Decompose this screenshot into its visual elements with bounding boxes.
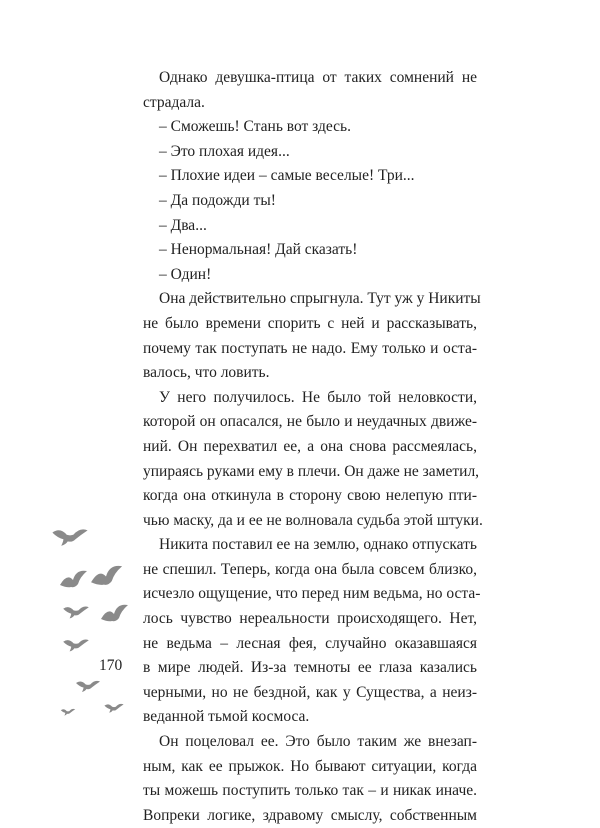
text-line: ным, как ее прыжок. Но бывают ситуации, когда bbox=[143, 757, 477, 775]
text-line: Он поцеловал ее. Это было таким же внезап- bbox=[159, 733, 477, 751]
text-line: которой он опасался, не было и неудачных движе- bbox=[143, 413, 477, 431]
dialogue-line: – Ненормальная! Дай сказать! bbox=[159, 241, 358, 259]
dialogue-line: – Сможешь! Стань вот здесь. bbox=[159, 118, 352, 136]
page-number: 170 bbox=[99, 657, 123, 674]
bird-icon bbox=[63, 606, 89, 618]
text-line: не ведьма – лесная фея, случайно оказавшаяся bbox=[143, 634, 477, 652]
text-line: валось, что ловить. bbox=[143, 364, 270, 382]
text-line: Однако девушка-птица от таких сомнений не bbox=[159, 69, 477, 86]
text-line: лось чувство нереальности происходящего. Нет, bbox=[143, 610, 477, 628]
dialogue-line: – Два... bbox=[159, 216, 207, 234]
text-line: ний. Он перехватил ее, а она снова рассмеялась, bbox=[143, 437, 477, 455]
bird-icon bbox=[104, 704, 123, 713]
body-text bbox=[143, 66, 483, 828]
text-line: в мире людей. Из-за темноты ее глаза казались bbox=[143, 659, 477, 677]
text-line: Никита поставил ее на землю, однако отпускать bbox=[159, 536, 477, 554]
dialogue-line: – Один! bbox=[159, 265, 212, 283]
text-line: веданной тьмой космоса. bbox=[143, 708, 310, 726]
text-line: ты можешь поступить только так – и никак иначе. bbox=[143, 782, 477, 800]
bird-icon bbox=[76, 681, 100, 692]
text-line: Она действительно спрыгнула. Тут уж у Никиты bbox=[159, 290, 481, 308]
bird-icon bbox=[63, 639, 89, 651]
bird-icon bbox=[60, 571, 87, 588]
text-line: когда она откинула в сторону свою нелепую пти- bbox=[143, 487, 477, 505]
text-line: исчезло ощущение, что перед ним ведьма, но оста- bbox=[143, 585, 481, 603]
bird-icon bbox=[91, 566, 122, 585]
text-line: Вопреки логике, здравому смыслу, собственным bbox=[143, 806, 477, 824]
dialogue-line: – Да подожди ты! bbox=[159, 191, 276, 209]
text-line: страдала. bbox=[143, 93, 205, 111]
text-line: не было времени спорить с ней и рассказывать, bbox=[143, 314, 477, 332]
text-line: не спешил. Теперь, когда она была совсем близко, bbox=[143, 560, 477, 578]
dialogue-line: – Это плохая идея... bbox=[159, 142, 290, 160]
bird-icon bbox=[61, 709, 75, 716]
text-line: почему так поступать не надо. Ему только и оста- bbox=[143, 339, 477, 357]
text-line: чью маску, да и ее не волновала судьба этой штуки. bbox=[143, 511, 483, 529]
text-line: черными, но не бездной, как у Существа, а неиз- bbox=[143, 683, 477, 701]
dialogue-line: – Плохие идеи – самые веселые! Три... bbox=[159, 167, 415, 185]
bird-icon bbox=[52, 529, 87, 545]
bird-icon bbox=[101, 605, 128, 622]
text-line: упираясь руками ему в плечи. Он даже не заметил, bbox=[143, 462, 480, 480]
text-line: У него получилось. Не было той неловкости, bbox=[159, 388, 477, 406]
